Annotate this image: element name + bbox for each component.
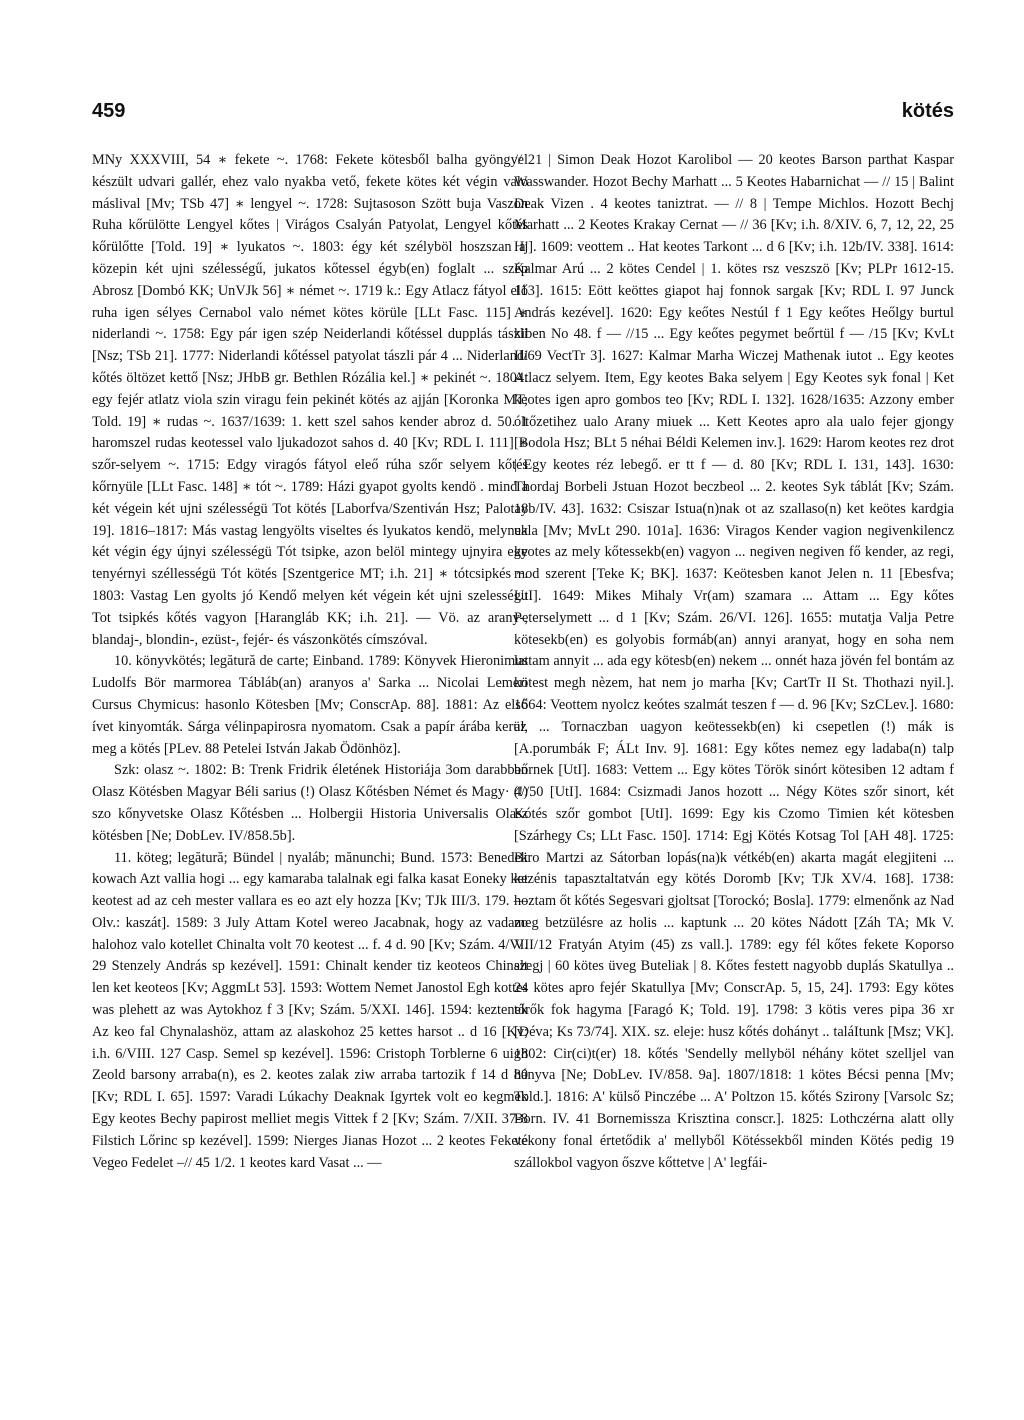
entry-paragraph: // 21 | Simon Deak Hozot Karolibol — 20 keotes Barson parthat Kaspar Wasswander. Hozot Bechy Marhatt ... 5 Keotes Habarnichat — // 15 | Balint Deak Vizen . 4 keotes taniztrat. — // 8 | Tempe Michlos. Hozott Bechj Marhatt ... 2 Keotes Krakay Cernat — // 36 [Kv; i.h. 8/XIV. 6, 7, 12, 22, 25 Hj]. 1609: veottem .. Hat keotes Tarkont ... d 6 [Kv; i.h. 12b/IV. 338]. 1614: Kalmar Arú ... 2 kötes Cendel | 1. kötes rsz veszszö [Kv; PLPr 1612-15. 113]. 1615: Eött keöttes giapot haj fonnok sargak [Kv; RDL I. 97 Junck András kezével]. 1620: Egy keőtes Nestúl f 1 Egy keőtes Heőlgy burtul kiben No 48. f — //15 ... Egy keőtes pegymet beőrtül f — /15 [Kv; KvLt II/69 VectTr 3]. 1627: Kalmar Marha Wiczej Mathenak iutot .. Egy keotes Atlacz selyem. Item, Egy keotes Baka selyem | Egy Keotes syk fonal | Ket keotes igen apro gombos teo [Kv; RDL I. 132]. 1628/1635: Azzony ember óltőzetihez ualo Arany miuek ... Kett Keotes apro ala ualo fejer gjongy [Bodola Hsz; BLt 5 néhai Béldi Kelemen inv.]. 1629: Harom keotes rez drot | Egy keotes réz lebegő. er tt f — d. 80 [Kv; RDL I. 131, 143]. 1630: Thordaj Borbeli Jstuan Hozot beczbeol ... 2. keotes Syk táblát [Kv; Szám. 18b/IV. 43]. 1632: Csiszar Istua(n)nak ot az szallaso(n) ket keötes kardgia uala [Mv; MvLt 290. 101a]. 1636: Viragos Kender vagion negivenkilencz keotes az mely kőtessekb(en) vagyon ... negiven negiven fő kender, az regi, mod szerent [Teke K; BK]. 1637: Keötesben kanot Jelen n. 11 [Ebesfva; UtI]. 1649: Mikes Mihaly Vr(am) szamara ... Attam ... Egy kőtes Peterselymett ... d 1 [Kv; Szám. 26/VI. 126]. 1655: mutatja Valja Petre kötesekb(en) es golyobis formáb(an) annyi aranyat, hogy en soha nem lattam annyit ... ada egy kötesb(en) nekem ... onnét haza jövén fel bontám az kötest megh nèzem, hat nem jo marha [Kv; CartTr II St. Thothazi nyil.]. 1664: Veottem nyolcz keótes szalmát teszen f — d. 96 [Kv; SzCLev.]. 1680: az ... Tornaczban uagyon keötessekb(en) ki csepetlen (!) mák is [A.porumbák F; ÁLt Inv. 9]. 1681: Egy kőtes nemez egy ladaba(n) talp bőrnek [UtI]. 1683: Vettem ... Egy kötes Török sinórt kötesiben 12 adtam f 4//50 [UtI]. 1684: Csizmadi Janos hozott ... Négy Kötes szőr sinort, két Kótés szőr gombot [UtI]. 1699: Egy kis Czomo Timien két kötesben [Szárhegy Cs; LLt Fasc. 150]. 1714: Egj Kötés Kotsag Tol [AH 48]. 1725: Biro Martzi az Sátorban lopás(na)k vétkéb(en) akarta magát elegjiteni ... kezénis tapasztaltatván egy kötés Doromb [Kv; TJk XV/4. 168]. 1738: hoztam őt kőtés Segesvari gjoltsat [Torockó; Bosla]. 1779: elmenőnk az Nad meg betzülésre az holis ... kaptunk ... 20 kötes Nádott [Záh TA; Mk V. VII/12 Fratyán Atyim (45) zs vall.]. 1789: egy fél kőtes fekete Koporso szegj | 60 kötes üveg Buteliak | 8. Kőtes festett nagyobb duplás Skatullya .. 24 kötes apro fejér Skatullya [Mv; ConscrAp. 5, 15, 24]. 1793: Egy kötes tőrők fok hagyma [Faragó K; Told. 19]. 1798: 3 kötis veres pipa 36 xr [Déva; Ks 73/74]. XIX. sz. eleje: husz kőtés dohányt .. taláItunk [Msz; VK]. 1802: Cir(ci)t(er) 18. kőtés 'Sendelly mellyböl néhány kötet szelljel van hányva [Ne; DobLev. IV/858. 9a]. 1807/1818: 1 kötes Bécsi penna [Mv; Told.]. 1816: A' külső Pinczébe ... A' Poltzon 15. kőtés Szirony [Varsolc Sz; Born. IV. 41 Bornemissza Krisztina conscr.]. 1825: Lothczérna alatt olly vékony fonal értetődik a' mellyből Kötéssekből minden Kötés pedig 19 szállokbol vagyon őszve kőttetve | A' legfái- <box>514 152 954 1171</box>
left-column <box>92 150 528 1410</box>
right-column <box>514 150 954 1410</box>
page-number: 459 <box>92 100 126 122</box>
entry-paragraph: MNy XXXVIII, 54 ∗ fekete ~. 1768: Fekete kötesből balha gyöngyel készült udvari gallér, ehez valo nyakba vető, fekete kötes két végin valo máslival [Mv; TSb 47] ∗ lengyel ~. 1728: Sujtasoson Szött buja Vaszon Ruha kőrülötte Lengyel kőtes | Virágos Csalyán Patyolat, Lengyel kőtés kőrülőtte [Told. 19] ∗ lyukatos ~. 1803: égy két szélyböl hoszszan a' közepin két ujni szélességű, jukatos kőtessel égyb(en) foglalt ... szép Abrosz [Dombó KK; UnVJk 56] ∗ német ~. 1719 k.: Egy Atlacz fátyol elő ruha igen sélyes Cernabol valo német kötes körüle [LLt Fasc. 115] ∗ niderlandi ~. 1758: Egy pár igen szép Neiderlandi kőtéssel dupplás tászli [Nsz; TSb 21]. 1777: Niderlandi kőtéssel patyolat tászli pár 4 ... Niderlandi kőtés öltözet kettő [Nsz; JHbB gr. Bethlen Rózália kel.] ∗ pekinét ~. 1804: egy fejér atlatz viola szin viragu fein pekinét kötés az ajján [Koronka MT; Told. 19] ∗ rudas ~. 1637/1639: 1. kett szel sahos kender abroz d. 50. 1 haromszel rudas keotessel valo ljukadozot sahos d. 40 [Kv; RDL I. 111] ∗ szőr-selyem ~. 1715: Edgy viragós fátyol eleő rúha szőr selyem kőtés kőrnyüle [LLt Fasc. 148] ∗ tót ~. 1789: Házi gyapot gyolts kendö . mind a két végein két ujni szélességü Tot kötés [Laborfva/Szentiván Hsz; Palotay 19]. 1816–1817: Más vastag lengyölts viseltes és lyukatos kendö, melynek két végin égy újnyi szélességü Tót tsipke, azon belöl mintegy ujnyira egy tenyérnyi széllességü Tót kötés [Szentgerice MT; i.h. 21] ∗ tótcsipkés ~. 1803: Vastag Len gyolts jó Kendő melyen két végein két ujni szelességu Tot tsipkés kőtés vagyon [Harangláb KK; i.h. 21]. — Vö. az arany-, blandaj-, blondin-, ezüst-, fejér- és vászonkötés címszóval. <box>92 152 528 648</box>
entry-paragraph: Szk: olasz ~. 1802: B: Trenk Fridrik életének Historiája 3om darabban Olasz Kötésben Magyar Béli sarius (!) Olasz Kőtésben Német és Magy· (!) szo kőnyvetske Olasz Kőtésben ... Holbergii Historia Universalis Olasz kötésben [Ne; DobLev. IV/858.5b]. <box>92 762 528 844</box>
entry-paragraph: 11. köteg; legătură; Bündel | nyaláb; mănunchi; Bund. 1573: Benedek kowach Azt vallia hogi ... egy kamaraba talalnak egi falka kasat Eoneky ket keotest ad az ceh mester vallara es eo azt ely hozza [Kv; TJk III/3. 179. — Olv.: kaszát]. 1589: 3 July Attam Kotel wereo Jacabnak, hogy az vadazo halohoz valo kotellet Chinalta volt 70 keotest ... f. 4 d. 90 [Kv; Szám. 4/VI. 29 Stenzely András sp kezével]. 1591: Chinalt kender tiz keoteos Chinalt len ket keoteos [Kv; AggmLt 53]. 1593: Wottem Nemet Janostol Egh kottes was plehett az was Aytokhoz f 3 [Kv; Szám. 5/XXI. 146]. 1594: keztenek Az keo fal Chynalashöz, attam az alaskohoz 25 kettes harsot .. d 16 [Kv; i.h. 6/VIII. 127 Casp. Semel sp kezével]. 1596: Cristoph Torblerne 6 uigh Zeold barsony arraba(n), es 2. keotes zalak ziw arraba tartozik f 14 d 80 [Kv; RDL I. 65]. 1597: Varadi Lúkachy Deaknak Igyrtek volt eo kegmek Egy keotes Bechy papirost melliet megis Vittek f 2 [Kv; Szám. 7/XII. 37-8 Filstich Lőrinc sp kezével]. 1599: Nierges Jianas Hozot ... 2 keotes Fekete Vegeo Fedelet –// 45 1/2. 1 keotes kard Vasat ... — <box>92 849 528 1171</box>
running-headword: kötés <box>901 100 954 122</box>
page-header <box>92 100 954 140</box>
entry-paragraph: 10. könyvkötés; legătură de carte; Einband. 1789: Könyvek Hieronimus Ludolfs Bör marmorea Tábláb(an) aranyos a' Sarka ... Nicolai Lemeri Cursus Chymicus: hasonlo Kötesben [Mv; ConscrAp. 88]. 1881: Az első ívet kinyomták. Sárga vélinpapirosra nyomatom. Csak a papír árába kerül, meg a kötés [PLev. 88 Petelei István Jakab Ödönhöz]. <box>92 653 528 757</box>
